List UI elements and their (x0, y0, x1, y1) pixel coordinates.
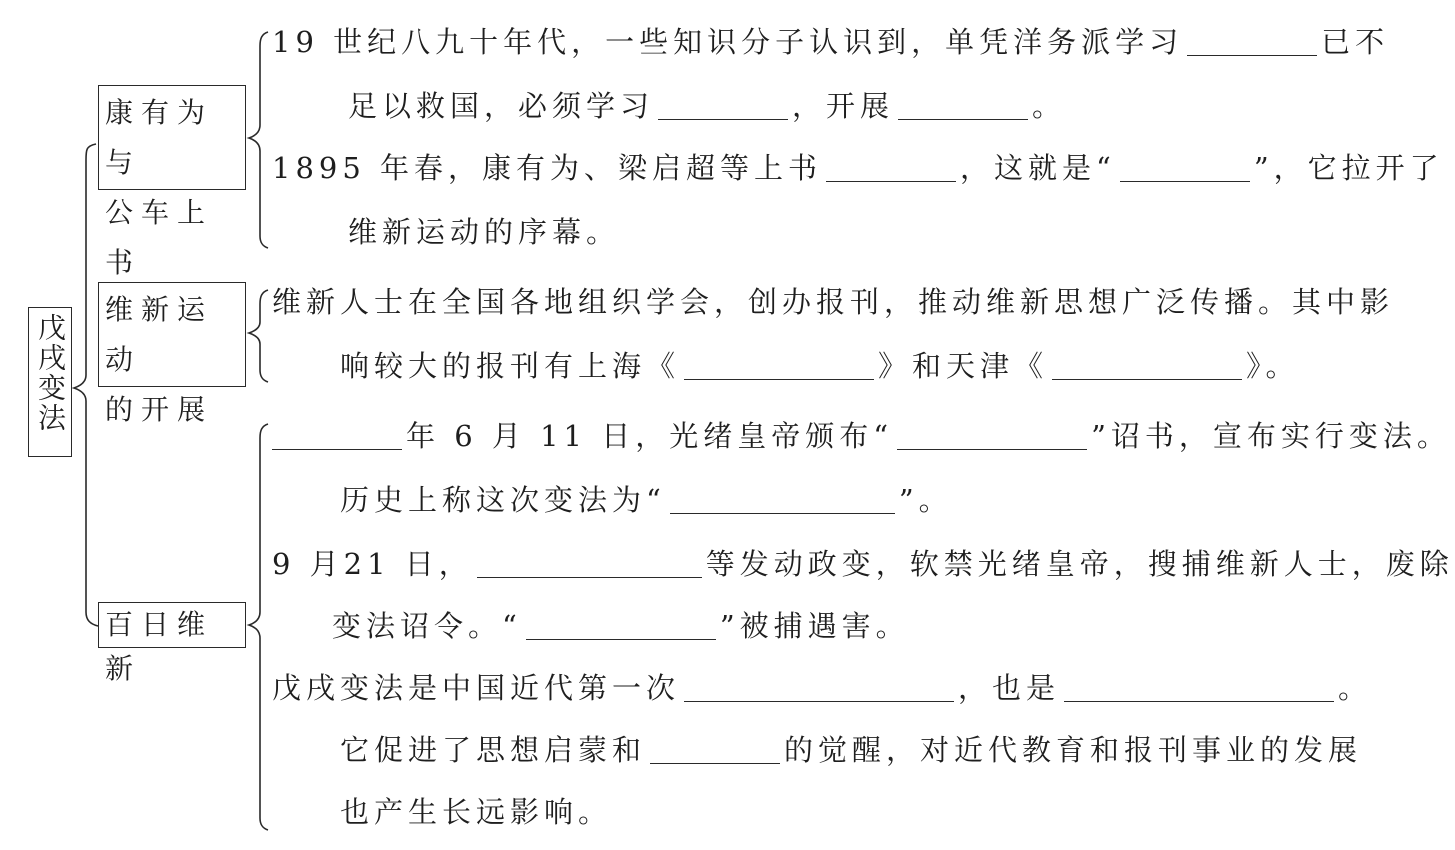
fill-blank[interactable] (897, 423, 1087, 450)
text-line: 戊戌变法是中国近代第一次 ，也是 。 (272, 671, 1373, 705)
text-line: 它促进了思想启蒙和 的觉醒，对近代教育和报刊事业的发展 (340, 733, 1363, 767)
text-line: 19 世纪八九十年代，一些知识分子认识到，单凭洋务派学习 已不 (272, 25, 1390, 59)
section-label-line: 公车上书 (105, 196, 214, 279)
text-line: 维新人士在全国各地组织学会，创办报刊，推动维新思想广泛传播。其中影 (272, 285, 1395, 319)
section-box-reform-movement (98, 282, 246, 426)
fill-blank[interactable] (1187, 29, 1317, 56)
fill-blank[interactable] (826, 155, 956, 182)
fill-blank[interactable] (477, 551, 702, 578)
fill-blank[interactable] (684, 675, 954, 702)
section1-bracket (249, 32, 268, 248)
text-line: 变法诏令。“ ”被捕遇害。 (332, 609, 910, 643)
section-label-line: 维新运动 (105, 293, 214, 376)
section-label-line: 的开展 (105, 393, 214, 426)
section-box-kang-youwei (98, 85, 246, 279)
fill-blank[interactable] (658, 93, 788, 120)
section-label-line: 百日维新 (105, 608, 214, 685)
text-line: 年 6 月 11 日，光绪皇帝颁布“ ”诏书，宣布实行变法。 (268, 418, 1451, 454)
section-label-line: 康有为与 (105, 96, 214, 179)
text-line: 9 月21 日， 等发动政变，软禁光绪皇帝，搜捕维新人士，废除 (272, 547, 1454, 581)
fill-blank[interactable] (898, 93, 1028, 120)
text-line: 历史上称这次变法为“ ”。 (340, 483, 953, 517)
fill-blank[interactable] (650, 737, 780, 764)
section2-bracket (249, 290, 268, 382)
text-line: 也产生长远影响。 (340, 795, 613, 829)
text-line: 维新运动的序幕。 (348, 215, 621, 249)
fill-blank[interactable] (526, 613, 716, 640)
section-box-hundred-days (98, 602, 246, 685)
root-topic-box (28, 307, 72, 457)
fill-blank[interactable] (1120, 155, 1250, 182)
root-bracket (74, 144, 98, 626)
section3-bracket (249, 424, 268, 830)
fill-blank[interactable] (1064, 675, 1334, 702)
root-topic-title: 戊戌变法 (34, 313, 67, 433)
text-line: 响较大的报刊有上海《 》和天津《 》。 (340, 349, 1300, 383)
text-line: 足以救国，必须学习 ，开展 。 (348, 89, 1067, 123)
fill-blank[interactable] (670, 487, 895, 514)
fill-blank[interactable] (272, 423, 402, 450)
text-line: 1895 年春，康有为、梁启超等上书 ，这就是“ ”，它拉开了 (272, 151, 1444, 185)
fill-blank[interactable] (1052, 353, 1242, 380)
fill-blank[interactable] (684, 353, 874, 380)
